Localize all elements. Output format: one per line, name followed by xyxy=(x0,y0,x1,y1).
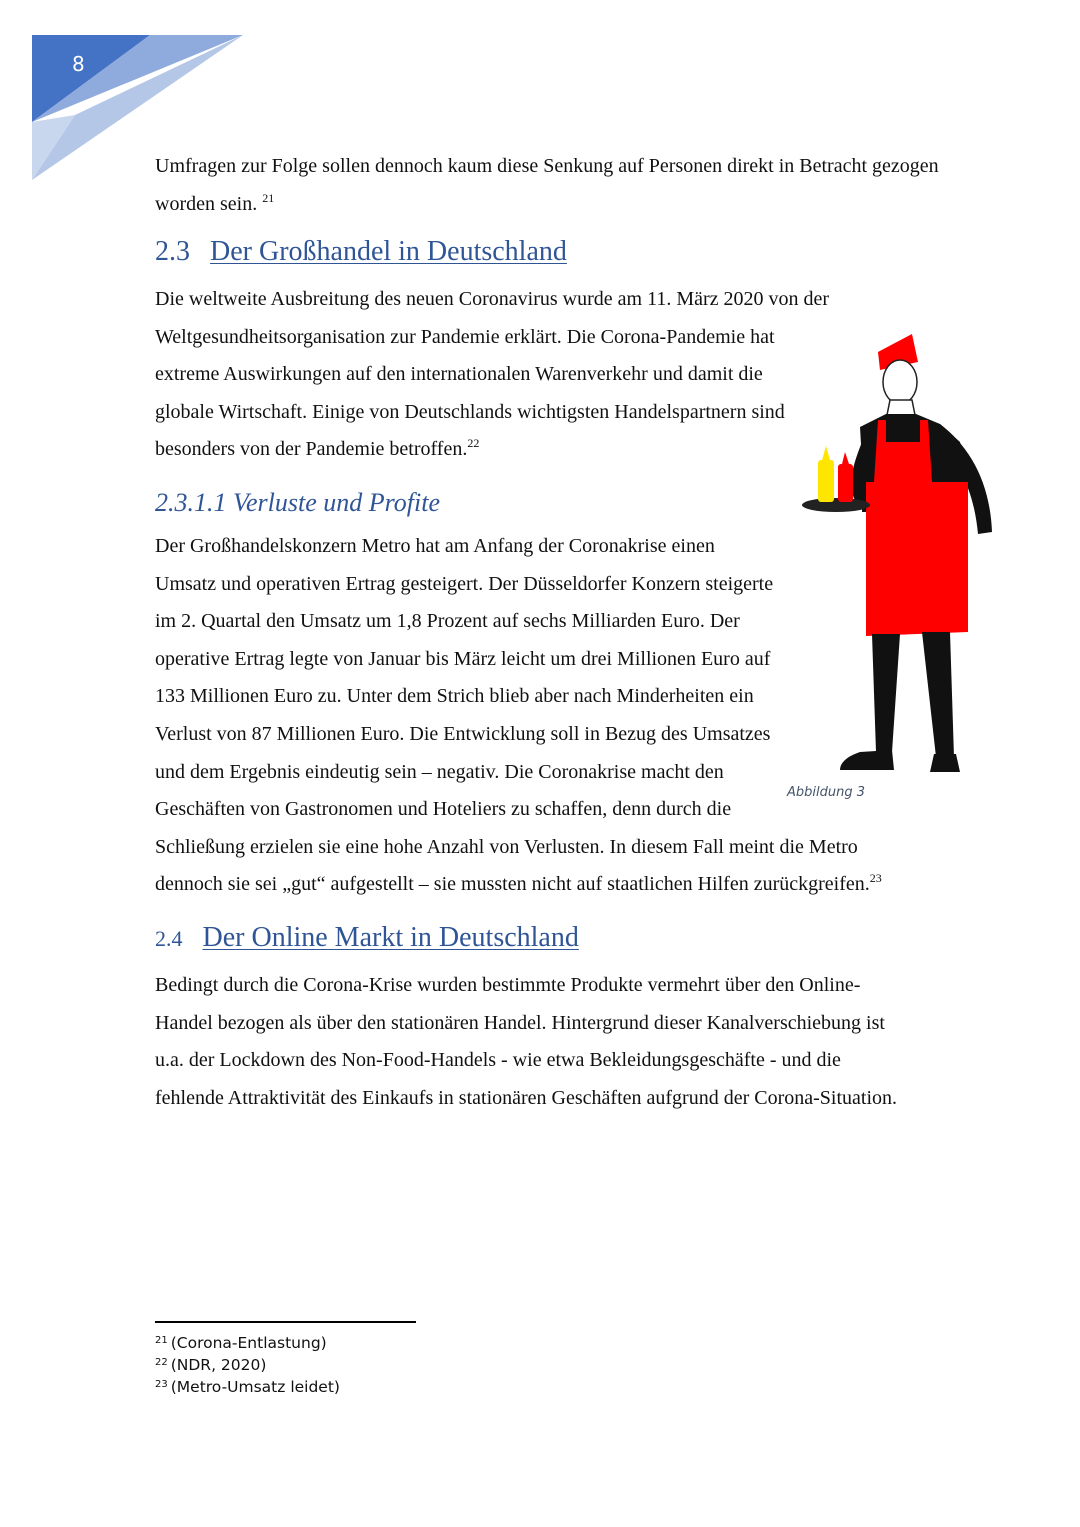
footnote-ref: 22 xyxy=(467,436,480,451)
text-line: Handel bezogen als über den stationären Handel. Hintergrund dieser Kanalverschiebung ist xyxy=(155,1011,885,1034)
footnote-ref: 23 xyxy=(869,871,882,886)
paragraph-online xyxy=(155,967,951,1117)
text-line: Umsatz und operativen Ertrag gesteigert. Der Düsseldorfer Konzern steigerte xyxy=(155,572,774,595)
text-line: Verlust von 87 Millionen Euro. Die Entwicklung soll in Bezug des Umsatzes xyxy=(155,722,771,745)
text-line: fehlende Attraktivität des Einkaufs in stationären Geschäften aufgrund der Corona-Situation. xyxy=(155,1086,898,1109)
footnote: $^{22}$ (NDR, 2020) xyxy=(155,1356,267,1374)
text-line: Schließung erzielen sie eine hohe Anzahl von Verlusten. In diesem Fall meint die Metro xyxy=(155,835,858,858)
footnote-ref: 21 xyxy=(262,190,275,205)
subsection-heading-2-3-1-1: 2.3.1.1 Verluste und Profite xyxy=(155,488,441,517)
text-line: Geschäften von Gastronomen und Hoteliers zu schaffen, denn durch die xyxy=(155,798,732,821)
waiter-with-tray-icon xyxy=(800,332,1000,777)
page-number: 8 xyxy=(72,52,85,76)
footnote-separator xyxy=(155,1321,416,1323)
text-line: extreme Auswirkungen auf den internationalen Warenverkehr und damit die xyxy=(155,363,763,386)
text-line: worden sein. $^{21}$ xyxy=(155,190,275,215)
footnotes xyxy=(155,1332,340,1398)
section-heading-2-3: 2.3 Der Großhandel in Deutschland xyxy=(155,236,567,267)
figure-caption: Abbildung 3 xyxy=(787,785,866,800)
section-heading-2-4: 2.4 Der Online Markt in Deutschland xyxy=(155,922,579,953)
footnote: $^{23}$ (Metro-Umsatz leidet) xyxy=(155,1378,340,1396)
text-line: Der Großhandelskonzern Metro hat am Anfang der Coronakrise einen xyxy=(155,535,715,557)
text-line: globale Wirtschaft. Einige von Deutschlands wichtigsten Handelspartnern sind xyxy=(155,400,785,423)
text-line: operative Ertrag legte von Januar bis März leicht um drei Millionen Euro auf xyxy=(155,647,771,670)
text-line: im 2. Quartal den Umsatz um 1,8 Prozent auf sechs Milliarden Euro. Der xyxy=(155,610,740,633)
text-line: Weltgesundheitsorganisation zur Pandemie erklärt. Die Corona-Pandemie hat xyxy=(155,325,775,348)
text-line: u.a. der Lockdown des Non-Food-Handels - wie etwa Bekleidungsgeschäfte - und die xyxy=(155,1049,841,1072)
text-line: 133 Millionen Euro zu. Unter dem Strich blieb aber nach Minderheiten ein xyxy=(155,685,754,708)
paragraph-intro xyxy=(155,148,951,223)
text-line: Die weltweite Ausbreitung des neuen Coronavirus wurde am 11. März 2020 von der xyxy=(155,288,830,310)
text-line: dennoch sie sei „gut“ aufgestellt – sie mussten nicht auf staatlichen Hilfen zurückgreifen.$^{23}$ xyxy=(155,871,882,896)
text-line: und dem Ergebnis eindeutig sein – negativ. Die Coronakrise macht den xyxy=(155,760,724,783)
footnote: $^{21}$ (Corona-Entlastung) xyxy=(155,1334,327,1352)
text-line: besonders von der Pandemie betroffen.$^{22}$ xyxy=(155,436,480,461)
text-line: Umfragen zur Folge sollen dennoch kaum diese Senkung auf Personen direkt in Betracht gezogen xyxy=(155,155,939,177)
text-line: Bedingt durch die Corona-Krise wurden bestimmte Produkte vermehrt über den Online- xyxy=(155,974,861,996)
